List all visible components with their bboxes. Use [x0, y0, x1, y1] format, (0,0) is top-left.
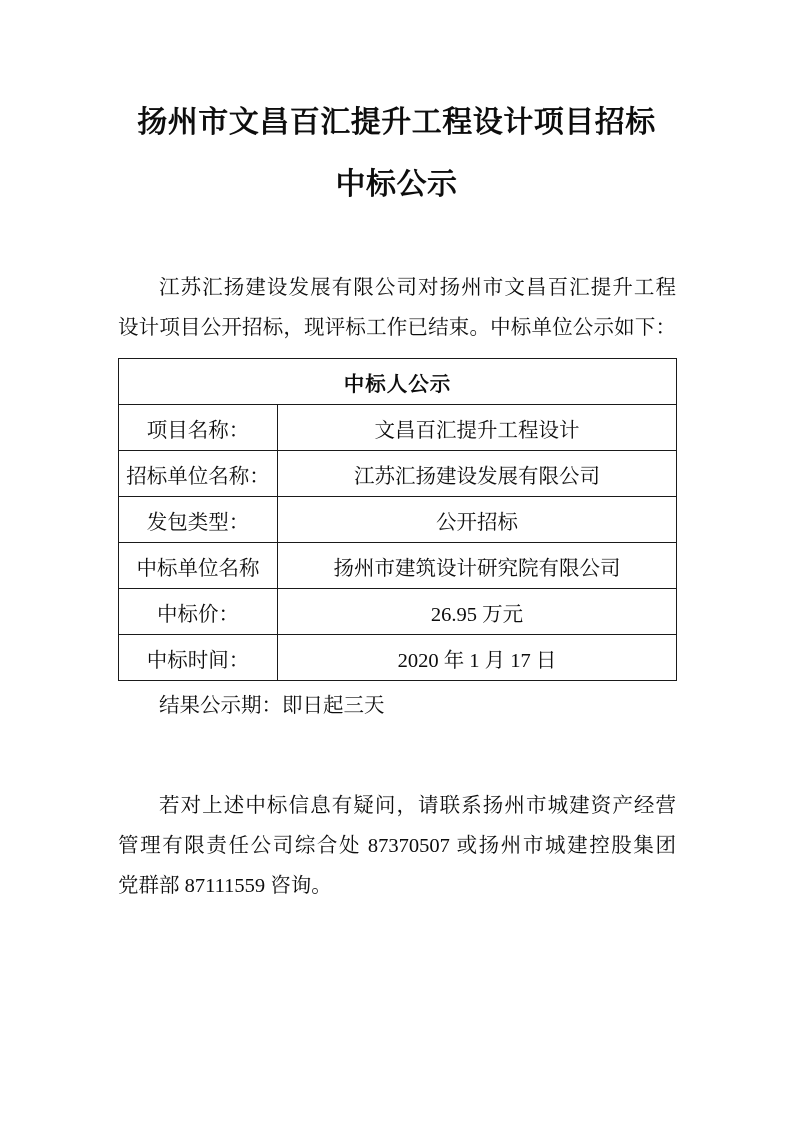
table-row-tendering-unit: [119, 451, 677, 497]
document-title-line-2: 中标公示: [335, 168, 458, 201]
table-row-winning-price: [119, 589, 677, 635]
table-row-contract-type: [119, 497, 677, 543]
row-value: 江苏汇扬建设发展有限公司: [278, 451, 677, 497]
table-title: 中标人公示: [119, 359, 677, 405]
contact-line-1: 若对上述中标信息有疑问，请联系扬州市城建资产经营: [159, 795, 676, 817]
row-label: 中标价：: [119, 589, 278, 635]
contact-line-3: 党群部 87111559 咨询。: [118, 875, 332, 897]
row-label: 中标单位名称: [119, 543, 278, 589]
row-value: 26.95 万元: [278, 589, 677, 635]
intro-line-2: 设计项目公开招标，现评标工作已结束。中标单位公示如下：: [118, 317, 676, 339]
table-row-award-date: [119, 635, 677, 681]
intro-line-1: 江苏汇扬建设发展有限公司对扬州市文昌百汇提升工程: [159, 277, 676, 299]
notice-period-text: 结果公示期：即日起三天: [159, 695, 385, 717]
row-value: 公开招标: [278, 497, 677, 543]
table-header-row: [119, 359, 677, 405]
row-value: 文昌百汇提升工程设计: [278, 405, 677, 451]
table-row-winning-unit: [119, 543, 677, 589]
contact-line-2: 管理有限责任公司综合处 87370507 或扬州市城建控股集团: [118, 835, 676, 857]
notice-period-line: [118, 688, 676, 724]
contact-paragraph: [118, 786, 676, 906]
row-value: 扬州市建筑设计研究院有限公司: [278, 543, 677, 589]
document-title-line-1: 扬州市文昌百汇提升工程设计项目招标: [137, 106, 656, 139]
row-label: 发包类型：: [119, 497, 278, 543]
table-row-project-name: [119, 405, 677, 451]
intro-paragraph: [118, 268, 676, 348]
row-label: 招标单位名称：: [119, 451, 278, 497]
award-table: [118, 358, 677, 681]
row-value: 2020 年 1 月 17 日: [278, 635, 677, 681]
row-label: 项目名称：: [119, 405, 278, 451]
row-label: 中标时间：: [119, 635, 278, 681]
